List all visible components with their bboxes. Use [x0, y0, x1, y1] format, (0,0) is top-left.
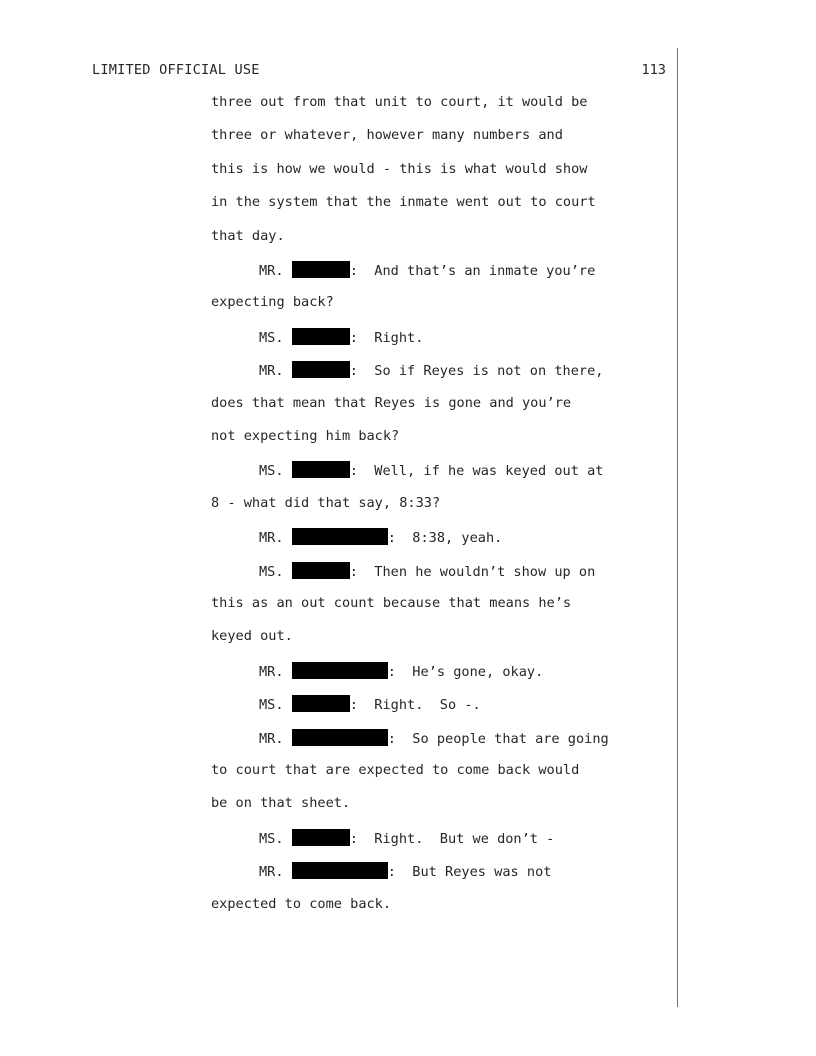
redaction-box [292, 528, 388, 545]
speaker-turn [259, 528, 502, 546]
redaction-box [292, 729, 388, 746]
speaker-title: MS. [259, 329, 284, 346]
transcript-line [0, 461, 670, 481]
transcript-line [0, 829, 670, 849]
transcript-line [0, 127, 670, 147]
speaker-turn [259, 829, 554, 847]
transcript-line [0, 261, 670, 281]
line-content: does that mean that Reyes is gone and you’re [211, 394, 572, 411]
line-content: : And that’s an inmate you’re [349, 263, 596, 279]
redaction-box [292, 461, 350, 478]
redaction-box [292, 695, 350, 712]
line-content: that day. [211, 227, 285, 244]
line-content: : But Reyes was not [387, 864, 552, 881]
line-text [211, 628, 293, 644]
line-text [211, 762, 579, 778]
speaker-turn [259, 695, 481, 713]
redaction-box [292, 662, 388, 679]
line-content: be on that sheet. [211, 795, 351, 812]
line-text [211, 294, 334, 310]
redaction-box [292, 261, 350, 278]
speaker-title: MR. [259, 263, 284, 279]
redaction-box [292, 829, 350, 846]
line-text [211, 194, 596, 210]
transcript-line [0, 294, 670, 314]
speaker-title: MS. [259, 563, 284, 580]
transcript-line [0, 94, 670, 114]
speaker-title: MS. [259, 697, 284, 714]
transcript-line [0, 795, 670, 815]
line-content: this is how we would - this is what would show [211, 160, 588, 177]
transcript-line [0, 428, 670, 448]
transcript-line [0, 595, 670, 615]
transcript-line [0, 695, 670, 715]
line-text [211, 94, 587, 110]
line-content: not expecting him back? [211, 428, 400, 444]
transcript-line [0, 395, 670, 415]
redaction-box [292, 328, 350, 345]
speaker-turn [259, 361, 603, 379]
speaker-title: MR. [259, 363, 284, 380]
line-content: in the system that the inmate went out to court [211, 194, 596, 211]
line-content: three out from that unit to court, it would be [211, 94, 588, 110]
line-content: to court that are expected to come back would [211, 762, 580, 778]
line-text [211, 428, 399, 444]
line-text [211, 127, 563, 143]
transcript-line [0, 495, 670, 515]
speaker-turn [259, 328, 423, 346]
line-text [211, 228, 285, 244]
line-content: expecting back? [211, 294, 334, 311]
line-content: three or whatever, however many numbers and [211, 127, 563, 144]
redaction-box [292, 862, 388, 879]
transcript-line [0, 762, 670, 782]
speaker-title: MR. [259, 530, 284, 547]
line-text [211, 896, 391, 912]
line-text [211, 161, 587, 177]
transcript-line [0, 729, 670, 749]
line-content: this as an out count because that means he’s [211, 595, 572, 611]
transcript-line [0, 562, 670, 582]
line-content: : So people that are going [387, 730, 609, 747]
line-content: : Then he wouldn’t show up on [349, 563, 596, 580]
transcript-line [0, 194, 670, 214]
line-text [211, 795, 350, 811]
right-margin-rule [677, 48, 678, 1007]
speaker-title: MR. [259, 864, 284, 881]
line-text [211, 395, 571, 411]
line-content: 8 - what did that say, 8:33? [211, 494, 441, 511]
speaker-turn [259, 461, 603, 479]
transcript-line [0, 361, 670, 381]
line-text [211, 595, 571, 611]
speaker-turn [259, 562, 595, 580]
speaker-title: MS. [259, 830, 284, 847]
line-content: : He’s gone, okay. [387, 663, 544, 680]
speaker-turn [259, 261, 595, 279]
line-content: : So if Reyes is not on there, [349, 363, 604, 380]
transcript-line [0, 161, 670, 181]
transcript-line [0, 896, 670, 916]
line-content: : Well, if he was keyed out at [349, 463, 604, 480]
line-text [211, 495, 440, 511]
transcript-line [0, 628, 670, 648]
speaker-title: MS. [259, 463, 284, 480]
speaker-turn [259, 862, 551, 880]
page-number: 113 [641, 62, 666, 78]
speaker-title: MR. [259, 663, 284, 680]
line-content: : Right. So -. [349, 697, 481, 714]
classification-header: LIMITED OFFICIAL USE [92, 62, 260, 78]
line-content: expected to come back. [211, 895, 392, 912]
line-content: : 8:38, yeah. [387, 530, 503, 547]
speaker-title: MR. [259, 730, 284, 747]
line-content: keyed out. [211, 628, 293, 645]
speaker-turn [259, 662, 543, 680]
redaction-box [292, 562, 350, 579]
transcript-line [0, 528, 670, 548]
line-content: : Right. But we don’t - [349, 830, 555, 847]
transcript-line [0, 228, 670, 248]
line-content: : Right. [349, 329, 424, 346]
redaction-box [292, 361, 350, 378]
transcript-line [0, 662, 670, 682]
speaker-turn [259, 729, 609, 747]
transcript-line [0, 328, 670, 348]
transcript-line [0, 862, 670, 882]
